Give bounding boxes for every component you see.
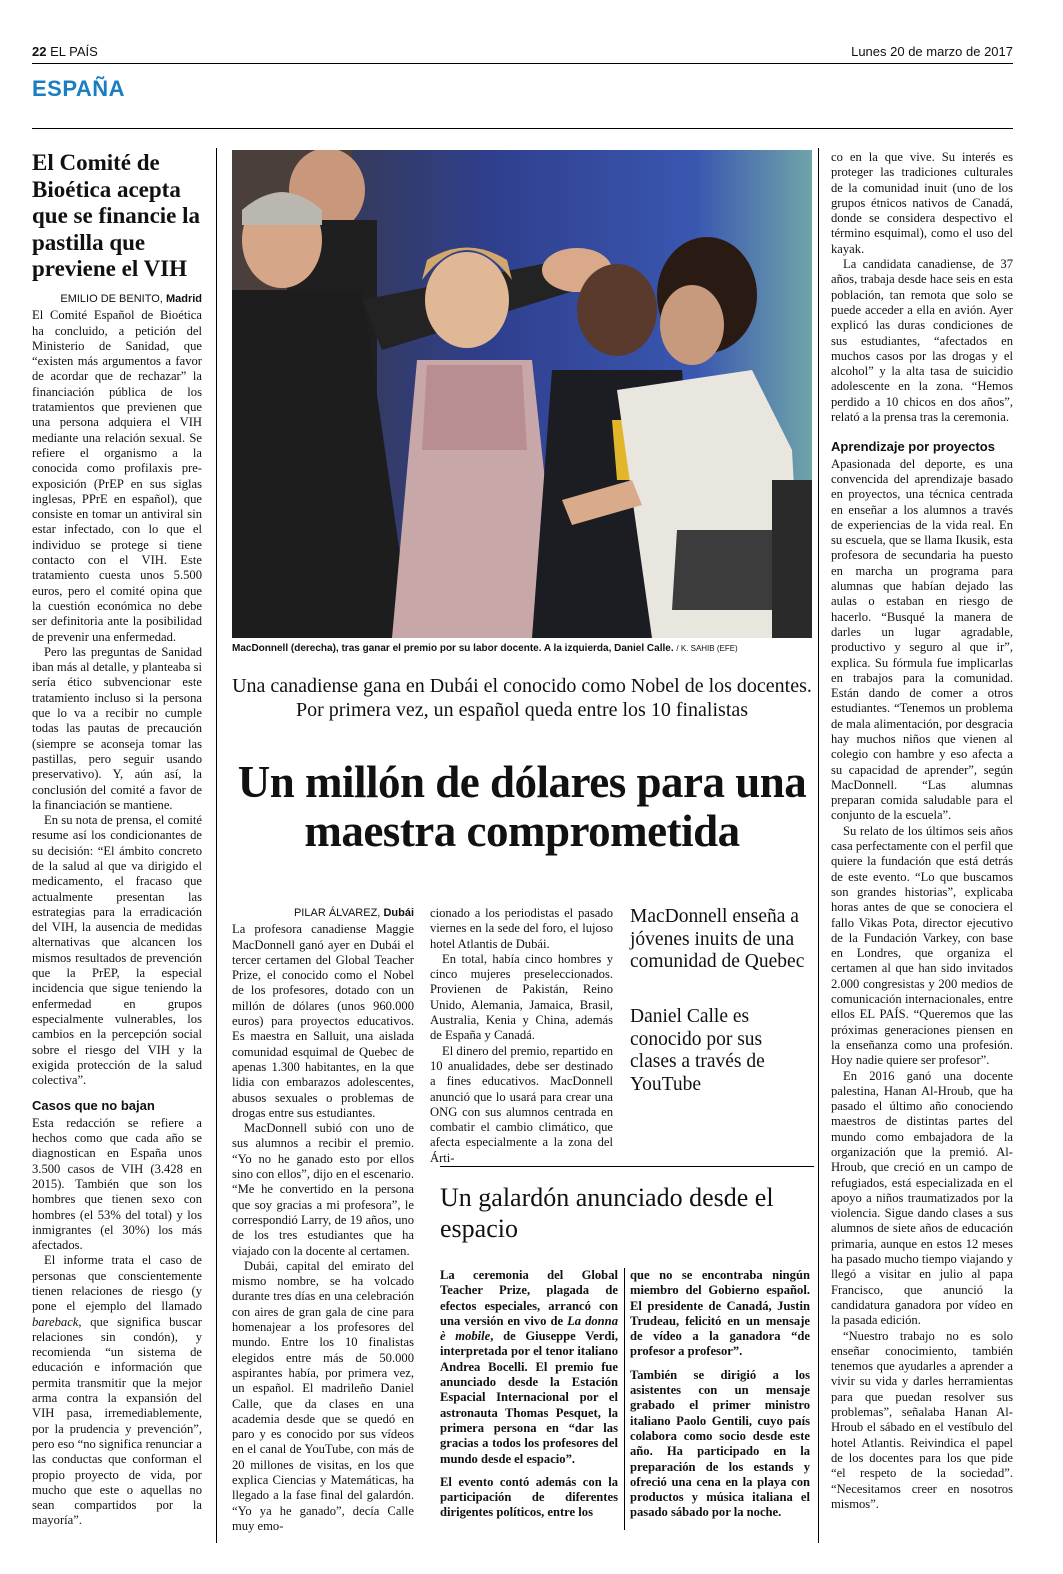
main-headline: Un millón de dólares para una maestra comprometida <box>237 757 807 856</box>
byline-author: EMILIO DE BENITO, <box>60 293 163 305</box>
subhead-casos: Casos que no bajan <box>32 1098 155 1114</box>
header-rule <box>32 63 1013 64</box>
text-run: , de Giuseppe Verdi, interpretada por el tenor italiano Andrea Bocelli. El premio fue anunciado desde la Estación Espacial Internacional por el astronauta Thomas Pesquet, la primera persona en “dar las gracias a todos los profesores del mundo desde el espacio”. <box>440 1329 618 1466</box>
issue-date: Lunes 20 de marzo de 2017 <box>851 44 1013 59</box>
main-article-byline <box>232 906 414 921</box>
page-header-left <box>32 44 98 59</box>
side-article-title: El Comité de Bioética acepta que se financie la pastilla que previene el VIH <box>32 150 201 281</box>
paragraph: Pero las preguntas de Sanidad iban más al detalle, y planteaba si sería ético subvencionar este tratamiento incluso si la persona que lo va a recibir no cumple todas las pautas de precaución (siempre se aconseja tomar las pastillas, pero seguir usando preservativo). Y, aún así, la conclusión del comité a favor de la financiación se mantiene. <box>32 644 202 812</box>
paragraph: La candidata canadiense, de 37 años, trabaja desde hace seis en esta población, tan remota que solo se puede acceder a ella en avión. Ayer explicó las duras condiciones de sus estudiantes, “afectados en muchos casos por las drogas y el alcohol” y la alta tasa de suicidio adolescente en la zona. “Hemos perdido a 10 chicos en dos años”, relató a la prensa tras la ceremonia. <box>831 257 1013 425</box>
photo-illustration <box>232 150 812 638</box>
paragraph <box>440 1268 618 1467</box>
paragraph: Apasionada del deporte, es una convencida del aprendizaje basado en proyectos, una técnica centrada en enseñar a los alumnos a través de experiencias de la vida real. En su escuela, que se llama Ikusik, esta profesora de secundaria ha puesto en marcha un programa para alumnas que habían dejado las aulas o estaban en riesgo de hacerlo. “Busqué la manera de darles un lugar agradable, productivo y seguro al que ir”, explica. Su fórmula fue implicarlas en trabajos para la comunidad. Están dando de comer a otros estudiantes. “Tenemos un problema de mala alimentación, por desgracia hay muchos niños que vienen al colegio con hambre y eso afecta a su capacidad de aprender”, según MacDonnell. “Las alumnas preparan comida saludable para el conjunto de la escuela”. <box>831 456 1013 823</box>
paragraph: El evento contó además con la participación de diferentes dirigentes políticos, entre los <box>440 1474 618 1520</box>
paragraph: co en la que vive. Su interés es proteger las tradiciones culturales de la comunidad inuit (uno de los grupos étnicos nativos de Canadá, donde se considera despectivo el término esquimal), como el uso del kayak. <box>831 150 1013 256</box>
paragraph: En 2016 ganó una docente palestina, Hanan Al-Hroub, que ha pasado el último año conociendo maestros de distintas partes del mundo como embajadora de la organización que la premió. Al-Hroub, que creció en un campo de refugiados, está especializada en el apoyo a niños traumatizados por la violencia. Sigue dando clases a sus alumnos de siete años de educación primaria, aunque en estos 12 meses ha pasado mucho tiempo viajando y llegó a visitar en julio al papa Francisco, que anunció la candidatura ganadora por vídeo en la pasada edición. <box>831 1068 1013 1328</box>
text-run: El informe trata el caso de personas que conscientemente tienen relaciones de riesgo (y pone el ejemplo del llamado <box>32 1253 202 1314</box>
column-divider <box>818 148 819 1543</box>
paragraph: El Comité Español de Bioética ha concluido, a petición del Ministerio de Sanidad, que “existen más argumentos a favor de acordar que de rechazar” la financiación pública de los tratamientos que previenen que una persona adquiera el VIH mediante una relación sexual. Se refiere el organismo a la conocida como profilaxis pre-exposición (PrEP en sus siglas inglesas, PPrE en español), que consiste en tomar un antiviral sin estar infectado, con lo que el individuo se protege si tiene contacto con el VIH. Este tratamiento cuesta unos 5.500 euros, pero el comité opina que la cuestión económica no debe ser definitoria ante la posibilidad de prevenir una enfermedad. <box>32 308 202 644</box>
box-rule <box>440 1166 814 1167</box>
pull-quote-2: Daniel Calle es conocido por sus clases a través de YouTube <box>630 1006 765 1095</box>
box-col-right <box>630 1268 810 1521</box>
paragraph: La profesora canadiense Maggie MacDonnell ganó ayer en Dubái el tercer certamen del Global Teacher Prize, el conocido como el Nobel de los profesores, dotado con un millón de dólares (unos 960.000 euros) para proyectos educativos. Es maestra en Salluit, una aislada comunidad esquimal de Quebec de apenas 1.300 habitantes, en la que lidia con embarazos adolescentes, abusos sexuales o problemas de drogas entre sus estudiantes. <box>232 922 414 1120</box>
paragraph: En total, había cinco hombres y cinco mujeres preseleccionados. Provienen de Pakistán, Reino Unido, Alemania, Jamaica, Brasil, Australia, Kenia y China, además de España y Canadá. <box>430 951 613 1043</box>
byline-place: Dubái <box>383 907 414 919</box>
paragraph: cionado a los periodistas el pasado viernes en la sede del foro, el lujoso hotel Atlantis de Dubái. <box>430 906 613 951</box>
paragraph: También se dirigió a los asistentes con un mensaje grabado el primer ministro italiano Paolo Gentili, cuyo país colabora como socio desde este año. Ha participado en la preparación de los estands y ofreció una cena en la playa con productos y música italiana el pasado sábado por la noche. <box>630 1367 810 1520</box>
photo-caption <box>232 643 812 654</box>
main-article-col2 <box>430 906 613 1166</box>
paragraph: Esta redacción se refiere a hechos como que cada año se diagnostican en España unos 3.500 casos de VIH (3.428 en 2015). También que son los hombres que tienen sexo con hombres (el 53% del total) y los inmigrantes (el 30%) los más afectados. <box>32 1115 202 1253</box>
text-run: , que significa buscar relaciones sin condón), y recomienda “un sistema de educación e información que permita transmitir que la mejor arma contra la expansión del VIH pasa, irremediablemente, por la prudencia y prevención”, pero eso “no significa renunciar a las conductas que conforman el propio proyecto de vida, por mucho que este o aquellas no sean compartidos por la mayoría”. <box>32 1314 202 1528</box>
paragraph: MacDonnell subió con uno de sus alumnos a recibir el premio. “Yo no he ganado esto por ellos sino con ellos”, dijo en el escenario. “Me he convertido en la persona que soy gracias a mi profesora”, le correspondió Larry, de 19 años, uno de los tres estudiantes que ha viajado con la docente al certamen. <box>232 1121 414 1258</box>
lead-photo <box>232 150 812 638</box>
box-title: Un galardón anunciado desde el espacio <box>440 1183 774 1243</box>
paragraph: El dinero del premio, repartido en 10 anualidades, debe ser destinado a fines educativos. MacDonnell anunció que lo usará para crear una ONG con sus alumnos centrada en combatir el cambio climático, que afecta especialmente a la zona del Árti- <box>430 1043 613 1165</box>
paragraph: Su relato de los últimos seis años casa perfectamente con el perfil que quiere la fundación que está detrás de este evento. “Lo que buscamos son grandes historias”, explicaba horas antes de que se conociera el fallo Vikas Pota, director ejecutivo de la Fundación Varkey, con base en Londres, que organiza el certamen al que han sido invitados 2.000 congresistas y 200 medios de comunicación internacionales, entre ellos EL PAÍS. “Queremos que las próximas generaciones piensen en la enseñanza como una profesión. Hoy nadie quiere ser profesor”. <box>831 823 1013 1068</box>
section-label: ESPAÑA <box>32 76 126 101</box>
paragraph <box>32 1253 202 1528</box>
box-divider <box>624 1268 625 1530</box>
box-col-left <box>440 1268 618 1521</box>
paragraph: Dubái, capital del emirato del mismo nombre, se ha volcado durante tres días en una celebración con aires de gran gala de cine para homenajear a los profesores del mundo. Entre los 10 finalistas elegidos entre más de 50.000 aspirantes había, por primera vez, un español. El madrileño Daniel Calle, que da clases en una academia desde que se quedó en paro y es conocido por sus vídeos en el canal de YouTube, con más de 20 millones de visitas, en los que explica Ciencias y Matemáticas, ha llegado a la fase final del galardón. “Yo ya he ganado”, decía Calle muy emo- <box>232 1258 414 1533</box>
publication-name: EL PAÍS <box>50 44 98 59</box>
byline-author: PILAR ÁLVAREZ, <box>293 907 381 919</box>
byline-place: Madrid <box>165 293 202 305</box>
photo-credit: / K. SAHIB (EFE) <box>676 644 738 653</box>
section-rule <box>32 128 1013 129</box>
emphasis: bareback <box>32 1314 79 1329</box>
text-run: La ceremonia del Global Teacher Prize, plagada de efectos especiales, arrancó con una versión en vivo de <box>440 1268 618 1328</box>
main-article-col4 <box>831 150 1013 1512</box>
pull-quote-1: MacDonnell enseña a jóvenes inuits de una comunidad de Quebec <box>630 906 805 972</box>
page-number: 22 <box>32 44 47 59</box>
main-article-col1 <box>232 906 414 1534</box>
main-subtitle: Una canadiense gana en Dubái el conocido como Nobel de los docentes. Por primera vez, un español queda entre los 10 finalistas <box>232 675 812 721</box>
paragraph: que no se encontraba ningún miembro del Gobierno español. El presidente de Canadá, Justin Trudeau, felicitó en un mensaje de vídeo a la ganadora “de profesor a profesor”. <box>630 1268 810 1359</box>
side-article-body <box>32 292 202 1529</box>
caption-text: MacDonnell (derecha), tras ganar el premio por su labor docente. A la izquierda, Daniel Calle. <box>232 643 674 654</box>
subhead-aprendizaje: Aprendizaje por proyectos <box>831 439 995 455</box>
column-divider <box>216 148 217 1543</box>
paragraph: “Nuestro trabajo no es solo enseñar conocimiento, también tenemos que ayudarles a aprender a vivir su vida y darles herramientas para que puedan resolver sus problemas”, señalaba Hanan Al-Hroub el sábado en el vestíbulo del hotel Atlantis. Reivindica el papel de los docentes para los que pide “el respeto de la sociedad”. “Necesitamos creer en nosotros mismos”. <box>831 1328 1013 1511</box>
emphasis: La donna è mobile <box>440 1313 618 1344</box>
paragraph: En su nota de prensa, el comité resume así los condicionantes de su decisión: “El ámbito concreto de la salud al que va dirigido el medicamento, el fracaso que actualmente presentan las estrategias para la erradicación del VIH, la ausencia de medidas alternativas que alcancen los mismos resultados de prevención que la PrEP, la especial incidencia que sigue teniendo la enfermedad en grupos especialmente vulnerables, los cambios en la percepción social sobre el riesgo del VIH y la exigida protección de la salud colectiva”. <box>32 813 202 1088</box>
side-article-byline <box>32 292 202 307</box>
